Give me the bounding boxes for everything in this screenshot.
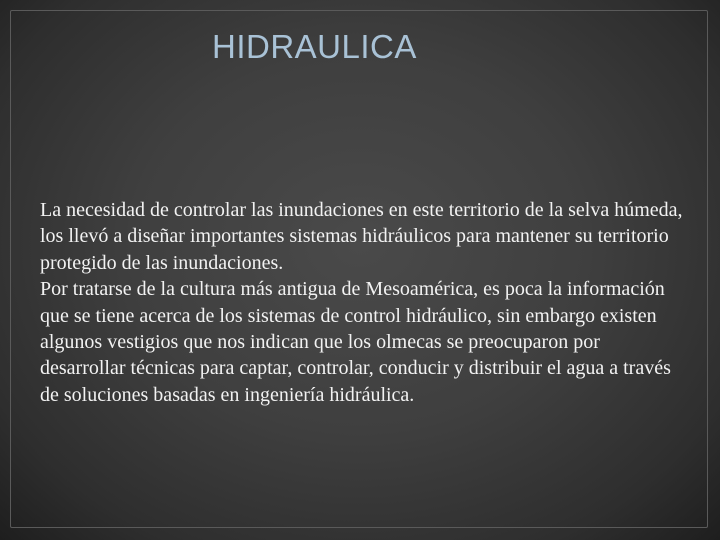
paragraph-2: Por tratarse de la cultura más antigua de Mesoamérica, es poca la información que se tiene acerca de los sistemas de control hidráulico, sin embargo existen algunos vestigios que nos indican que los olmecas se preocuparon por desarrollar técnicas para captar, controlar, conducir y distribuir el agua a través de soluciones basadas en ingeniería hidráulica. — [40, 278, 671, 406]
slide-title: HIDRAULICA — [212, 28, 417, 65]
paragraph-1: La necesidad de controlar las inundaciones en este territorio de la selva húmeda, los llevó a diseñar importantes sistemas hidráulicos para mantener su territorio protegido de las inundaciones. — [40, 199, 683, 274]
slide-body — [40, 197, 690, 408]
